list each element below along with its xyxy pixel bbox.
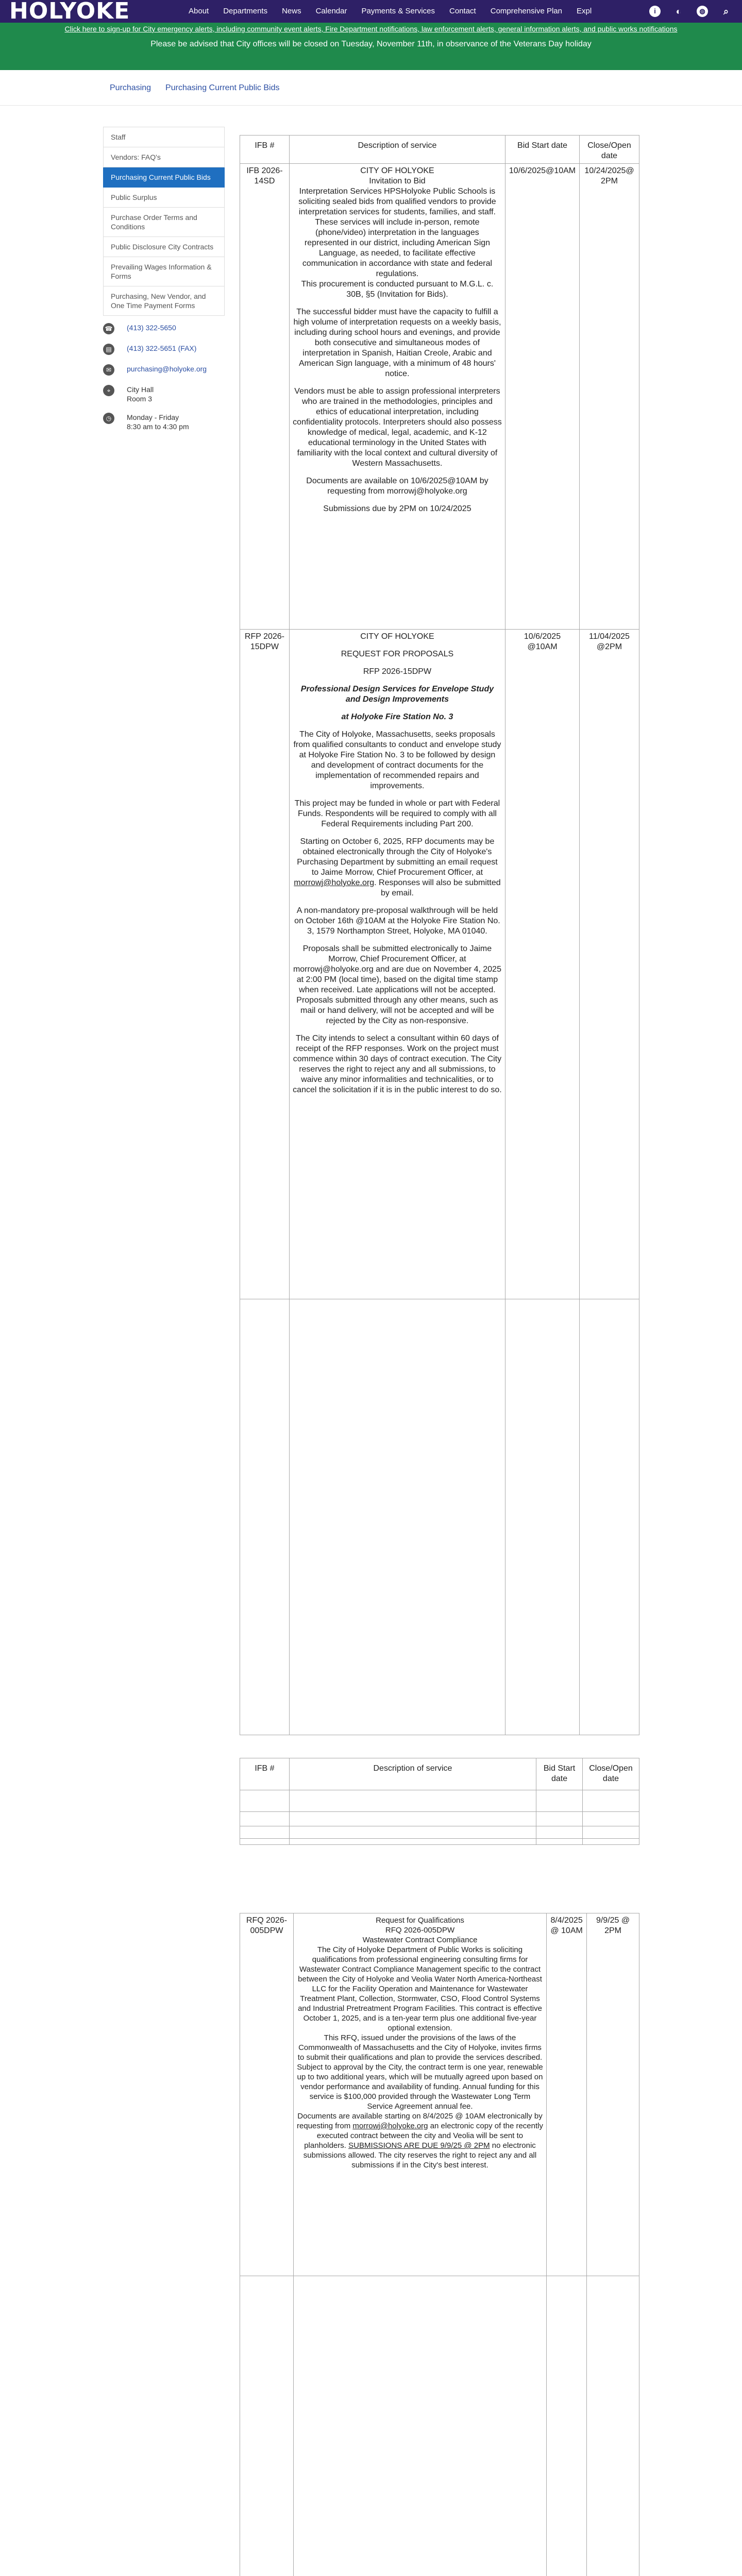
- header-ifb: IFB #: [240, 1758, 290, 1790]
- location-icon: ⌖: [103, 385, 114, 396]
- empty-cell: [289, 1826, 536, 1839]
- desc-line: Professional Design Services for Envelope Study and Design Improvements: [300, 685, 494, 704]
- bid-close-date: 10/24/2025@ 2PM: [580, 164, 639, 630]
- fax-icon: ▤: [103, 344, 114, 355]
- desc-line: Interpretation Services HPSHolyoke Public Schools is soliciting sealed bids from qualified vendors to provide interpretation services for students, families, and staff. These services will include in-person, remote (phone/video) interpretation in the languages represented in our district, including American Sign Language, as needed, to facilitate effective communication in accordance with state and federal regulations.: [298, 187, 496, 278]
- sidebar-item-po-terms[interactable]: Purchase Order Terms and Conditions: [103, 208, 225, 237]
- contact-phone: [103, 323, 225, 334]
- location-text: [127, 385, 154, 403]
- nav-contact[interactable]: Contact: [449, 7, 476, 15]
- bid-close-date: 11/04/2025 @2PM: [580, 630, 639, 1299]
- sidebar: [103, 127, 225, 440]
- empty-cell: [240, 1812, 290, 1826]
- empty-cell: [240, 1790, 290, 1812]
- emergency-alert-link[interactable]: Click here to sign-up for City emergency alerts, including community event alerts, Fire Department notifications, law enforcement alerts, general information alerts, and public works notifications: [64, 25, 678, 33]
- fax-link[interactable]: (413) 322-5651 (FAX): [127, 344, 197, 352]
- table-row: [240, 630, 639, 1299]
- globe-icon[interactable]: ◍: [697, 6, 708, 17]
- bid-close-date: 9/9/25 @ 2PM: [587, 1913, 639, 2276]
- holiday-alert-banner: [0, 34, 742, 70]
- phone-icon: ☎: [103, 323, 114, 334]
- empty-cell: [536, 1812, 583, 1826]
- contact-fax: [103, 344, 225, 355]
- empty-cell: [505, 1299, 580, 1735]
- desc-line: Submissions due by 2PM on 10/24/2025: [323, 504, 471, 513]
- breadcrumb: [110, 83, 294, 93]
- table-header-row: [240, 1758, 639, 1790]
- header-start-date: Bid Start date: [505, 135, 580, 164]
- empty-cell: [583, 1826, 639, 1839]
- hours-text: [127, 413, 189, 431]
- email-link[interactable]: purchasing@holyoke.org: [127, 365, 207, 373]
- ifb-number: RFP 2026-15DPW: [240, 630, 290, 1299]
- breadcrumb-current-bids[interactable]: Purchasing Current Public Bids: [165, 83, 280, 92]
- desc-line: The City of Holyoke Department of Public Works is soliciting qualifications from professional engineering consulting firms for Wastewater Contract Compliance Management specific to the contract between the City of Holyoke and Veolia Water North America-Northeast LLC for the Facility Operation and Maintenance for Wastewater Treatment Plant, Collection, Stormwater, CSO, Flood Control Systems and Industrial Pretreatment Program Facilities. This contract is effective October 1, 2025, and is a ten-year term plus one additional five-year optional extension.: [298, 1945, 542, 2032]
- desc-line: Invitation to Bid: [369, 177, 426, 185]
- info-icon[interactable]: i: [649, 6, 661, 17]
- desc-line: REQUEST FOR PROPOSALS: [341, 650, 454, 658]
- desc-line: Proposals shall be submitted electronically to Jaime Morrow, Chief Procurement Officer, at morrowj@holyoke.org and are due on November 4, 2025 at 2:00 PM (local time), based on the digital time stamp when received. Late applications will not be accepted. Proposals submitted through any other means, such as mail or hand delivery, will not be accepted and will be rejected by the City as non-responsive.: [293, 944, 501, 1025]
- empty-cell: [289, 1812, 536, 1826]
- table-row: [240, 1913, 639, 2276]
- header-close-date: Close/Open date: [583, 1758, 639, 1790]
- email-icon: ✉: [103, 364, 114, 376]
- desc-line: The City intends to select a consultant within 60 days of receipt of the RFP responses. Work on the project must commence within 30 days of contract execution. The City reserves the right to reject any and all submissions, to waive any minor informalities and technicalities, or to cancel the solicitation if it is in the public interest to do so.: [293, 1034, 502, 1094]
- translate-icon[interactable]: ◐: [676, 6, 682, 16]
- header-close-date: Close/Open date: [580, 135, 639, 164]
- desc-text: an electronic copy of the recently executed contract between the city and Veolia will be sent to planholders.: [304, 2122, 543, 2150]
- location-line1: City Hall: [127, 385, 154, 394]
- desc-line: CITY OF HOLYOKE: [360, 166, 434, 175]
- nav-about[interactable]: About: [189, 7, 209, 15]
- phone-link[interactable]: (413) 322-5650: [127, 324, 176, 332]
- breadcrumb-purchasing[interactable]: Purchasing: [110, 83, 151, 92]
- bids-table-3: [240, 1913, 639, 2576]
- empty-cell: [240, 1839, 290, 1845]
- empty-cell: [240, 1299, 290, 1735]
- contact-hours: [103, 413, 225, 431]
- empty-cell: [536, 1790, 583, 1812]
- sidebar-item-current-bids[interactable]: Purchasing Current Public Bids: [103, 167, 225, 188]
- sidebar-item-vendor-forms[interactable]: Purchasing, New Vendor, and One Time Payment Forms: [103, 286, 225, 316]
- header-start-date: Bid Start date: [536, 1758, 583, 1790]
- nav-calendar[interactable]: Calendar: [315, 7, 347, 15]
- bids-table-2: [240, 1758, 639, 1845]
- empty-cell: [289, 1790, 536, 1812]
- main-nav: [181, 0, 599, 23]
- ifb-number: RFQ 2026-005DPW: [240, 1913, 294, 2276]
- desc-line: The City of Holyoke, Massachusetts, seeks proposals from qualified consultants to conduct and envelope study at Holyoke Fire Station No. 3 to be followed by design and development of contract documents for the implementation of recommended repairs and improvements.: [293, 730, 501, 790]
- empty-cell: [547, 2276, 587, 2576]
- nav-explore[interactable]: Expl: [576, 7, 592, 15]
- desc-line: This project may be funded in whole or part with Federal Funds. Respondents will be required to comply with all Federal Requirements including Part 200.: [294, 799, 500, 828]
- bid-description: [289, 630, 505, 1299]
- desc-line: Request for Qualifications: [376, 1916, 464, 1925]
- table-row: [240, 1826, 639, 1839]
- search-icon[interactable]: ⌕: [723, 6, 729, 16]
- empty-cell: [240, 1826, 290, 1839]
- desc-line: [293, 837, 502, 899]
- table-row: [240, 2276, 639, 2576]
- desc-line: Vendors must be able to assign professional interpreters who are trained in the methodologies, principles and ethics of educational interpretation, including confidentiality protocols. Interpreters should also possess knowledge of medical, legal, academic, and K-12 educational terminology in the United States with familiarity with the local context and cultural diversity of Western Massachusetts.: [293, 387, 502, 468]
- hours-line1: Monday - Friday: [127, 413, 179, 421]
- desc-line: This procurement is conducted pursuant to M.G.L. c. 30B, §5 (Invitation for Bids).: [301, 280, 494, 299]
- nav-news[interactable]: News: [282, 7, 301, 15]
- site-header: [0, 0, 742, 23]
- hours-line2: 8:30 am to 4:30 pm: [127, 422, 189, 431]
- desc-line: Documents are available on 10/6/2025@10AM by requesting from morrowj@holyoke.org: [306, 477, 488, 496]
- empty-cell: [289, 1299, 505, 1735]
- empty-cell: [580, 1299, 639, 1735]
- table-header-row: [240, 135, 639, 164]
- contact-email: [103, 364, 225, 376]
- desc-text: . Responses will also be submitted by email.: [374, 878, 501, 897]
- empty-cell: [536, 1826, 583, 1839]
- bid-description: [289, 164, 505, 630]
- sidebar-item-public-disclosure[interactable]: Public Disclosure City Contracts: [103, 237, 225, 257]
- desc-text: Documents are available starting on 8/4/2025 @ 10AM electronically by requesting from: [297, 2112, 543, 2130]
- desc-line: This RFQ, issued under the provisions of the laws of the Commonwealth of Massachusetts and the City of Holyoke, invites firms to submit their qualifications and plan to provide the services described. Subject to approval by the City, the contract term is one year, renewable up to two additional years, which will be mutually agreed upon based on vendor performance and availability of funding. Annual funding for this service is $100,000 provided through the Wastewater Long Term Service Agreement annual fee.: [297, 2033, 543, 2111]
- desc-line: at Holyoke Fire Station No. 3: [341, 713, 453, 721]
- due-date-text: SUBMISSIONS ARE DUE 9/9/25 @ 2PM: [348, 2141, 490, 2150]
- emergency-alert-banner: [0, 23, 742, 34]
- contact-list: [103, 323, 225, 431]
- desc-text: no electronic submissions allowed. The city reserves the right to reject any and all submissions if in the City's best interest.: [303, 2141, 537, 2170]
- location-line2: Room 3: [127, 395, 153, 403]
- desc-line: [297, 2111, 543, 2170]
- empty-cell: [583, 1839, 639, 1845]
- empty-cell: [289, 1839, 536, 1845]
- desc-line: RFQ 2026-005DPW: [385, 1926, 455, 1935]
- desc-line: RFP 2026-15DPW: [363, 667, 432, 676]
- clock-icon: ◷: [103, 413, 114, 424]
- desc-line: The successful bidder must have the capacity to fulfill a high volume of interpretation requests on a weekly basis, including during school hours and evenings, and provide both consecutive and simultaneous modes of interpretation in Spanish, Haitian Creole, Arabic and American Sign language, with a minimum of 48 hours' notice.: [293, 308, 501, 378]
- sidebar-item-public-surplus[interactable]: Public Surplus: [103, 188, 225, 208]
- contact-location: [103, 385, 225, 403]
- sidebar-item-staff[interactable]: Staff: [103, 127, 225, 147]
- desc-line: Wastewater Contract Compliance: [362, 1936, 478, 1944]
- header-ifb: IFB #: [240, 135, 290, 164]
- table-row: [240, 1812, 639, 1826]
- desc-line: A non-mandatory pre-proposal walkthrough will be held on October 16th @10AM at the Holyoke Fire Station No. 3, 1579 Northampton Street, Holyoke, MA 01040.: [294, 906, 500, 936]
- empty-cell: [583, 1812, 639, 1826]
- bids-table: [240, 135, 639, 1735]
- empty-cell: [587, 2276, 639, 2576]
- table-row: [240, 1790, 639, 1812]
- header-description: Description of service: [289, 135, 505, 164]
- site-logo[interactable]: HOLYOKE: [9, 0, 130, 23]
- holiday-alert-text: Please be advised that City offices will be closed on Tuesday, November 11th, in observance of the Veterans Day holiday: [150, 40, 592, 48]
- bid-start-date: 10/6/2025@10AM: [505, 164, 580, 630]
- sidebar-item-prevailing-wages[interactable]: Prevailing Wages Information & Forms: [103, 257, 225, 286]
- nav-payments[interactable]: Payments & Services: [361, 7, 435, 15]
- bid-start-date: 10/6/2025 @10AM: [505, 630, 580, 1299]
- empty-cell: [536, 1839, 583, 1845]
- desc-line: CITY OF HOLYOKE: [360, 632, 434, 641]
- nav-departments[interactable]: Departments: [223, 7, 268, 15]
- table-row: [240, 1299, 639, 1735]
- table-row: [240, 1839, 639, 1845]
- bid-description: [293, 1913, 546, 2276]
- desc-text: Starting on October 6, 2025, RFP documents may be obtained electronically through the City of Holyoke's Purchasing Department by submitting an email request to Jaime Morrow, Chief Procurement Officer, at: [297, 837, 498, 877]
- empty-cell: [240, 2276, 294, 2576]
- empty-cell: [583, 1790, 639, 1812]
- ifb-number: IFB 2026-14SD: [240, 164, 290, 630]
- header-description: Description of service: [289, 1758, 536, 1790]
- empty-cell: [293, 2276, 546, 2576]
- nav-comprehensive-plan[interactable]: Comprehensive Plan: [490, 7, 562, 15]
- header-icons: [637, 0, 732, 23]
- sidebar-item-vendors-faq[interactable]: Vendors: FAQ's: [103, 147, 225, 167]
- email-link[interactable]: morrowj@holyoke.org: [352, 2122, 428, 2130]
- divider: [0, 105, 742, 106]
- email-link[interactable]: morrowj@holyoke.org: [294, 878, 375, 887]
- bid-start-date: 8/4/2025 @ 10AM: [547, 1913, 587, 2276]
- table-row: [240, 164, 639, 630]
